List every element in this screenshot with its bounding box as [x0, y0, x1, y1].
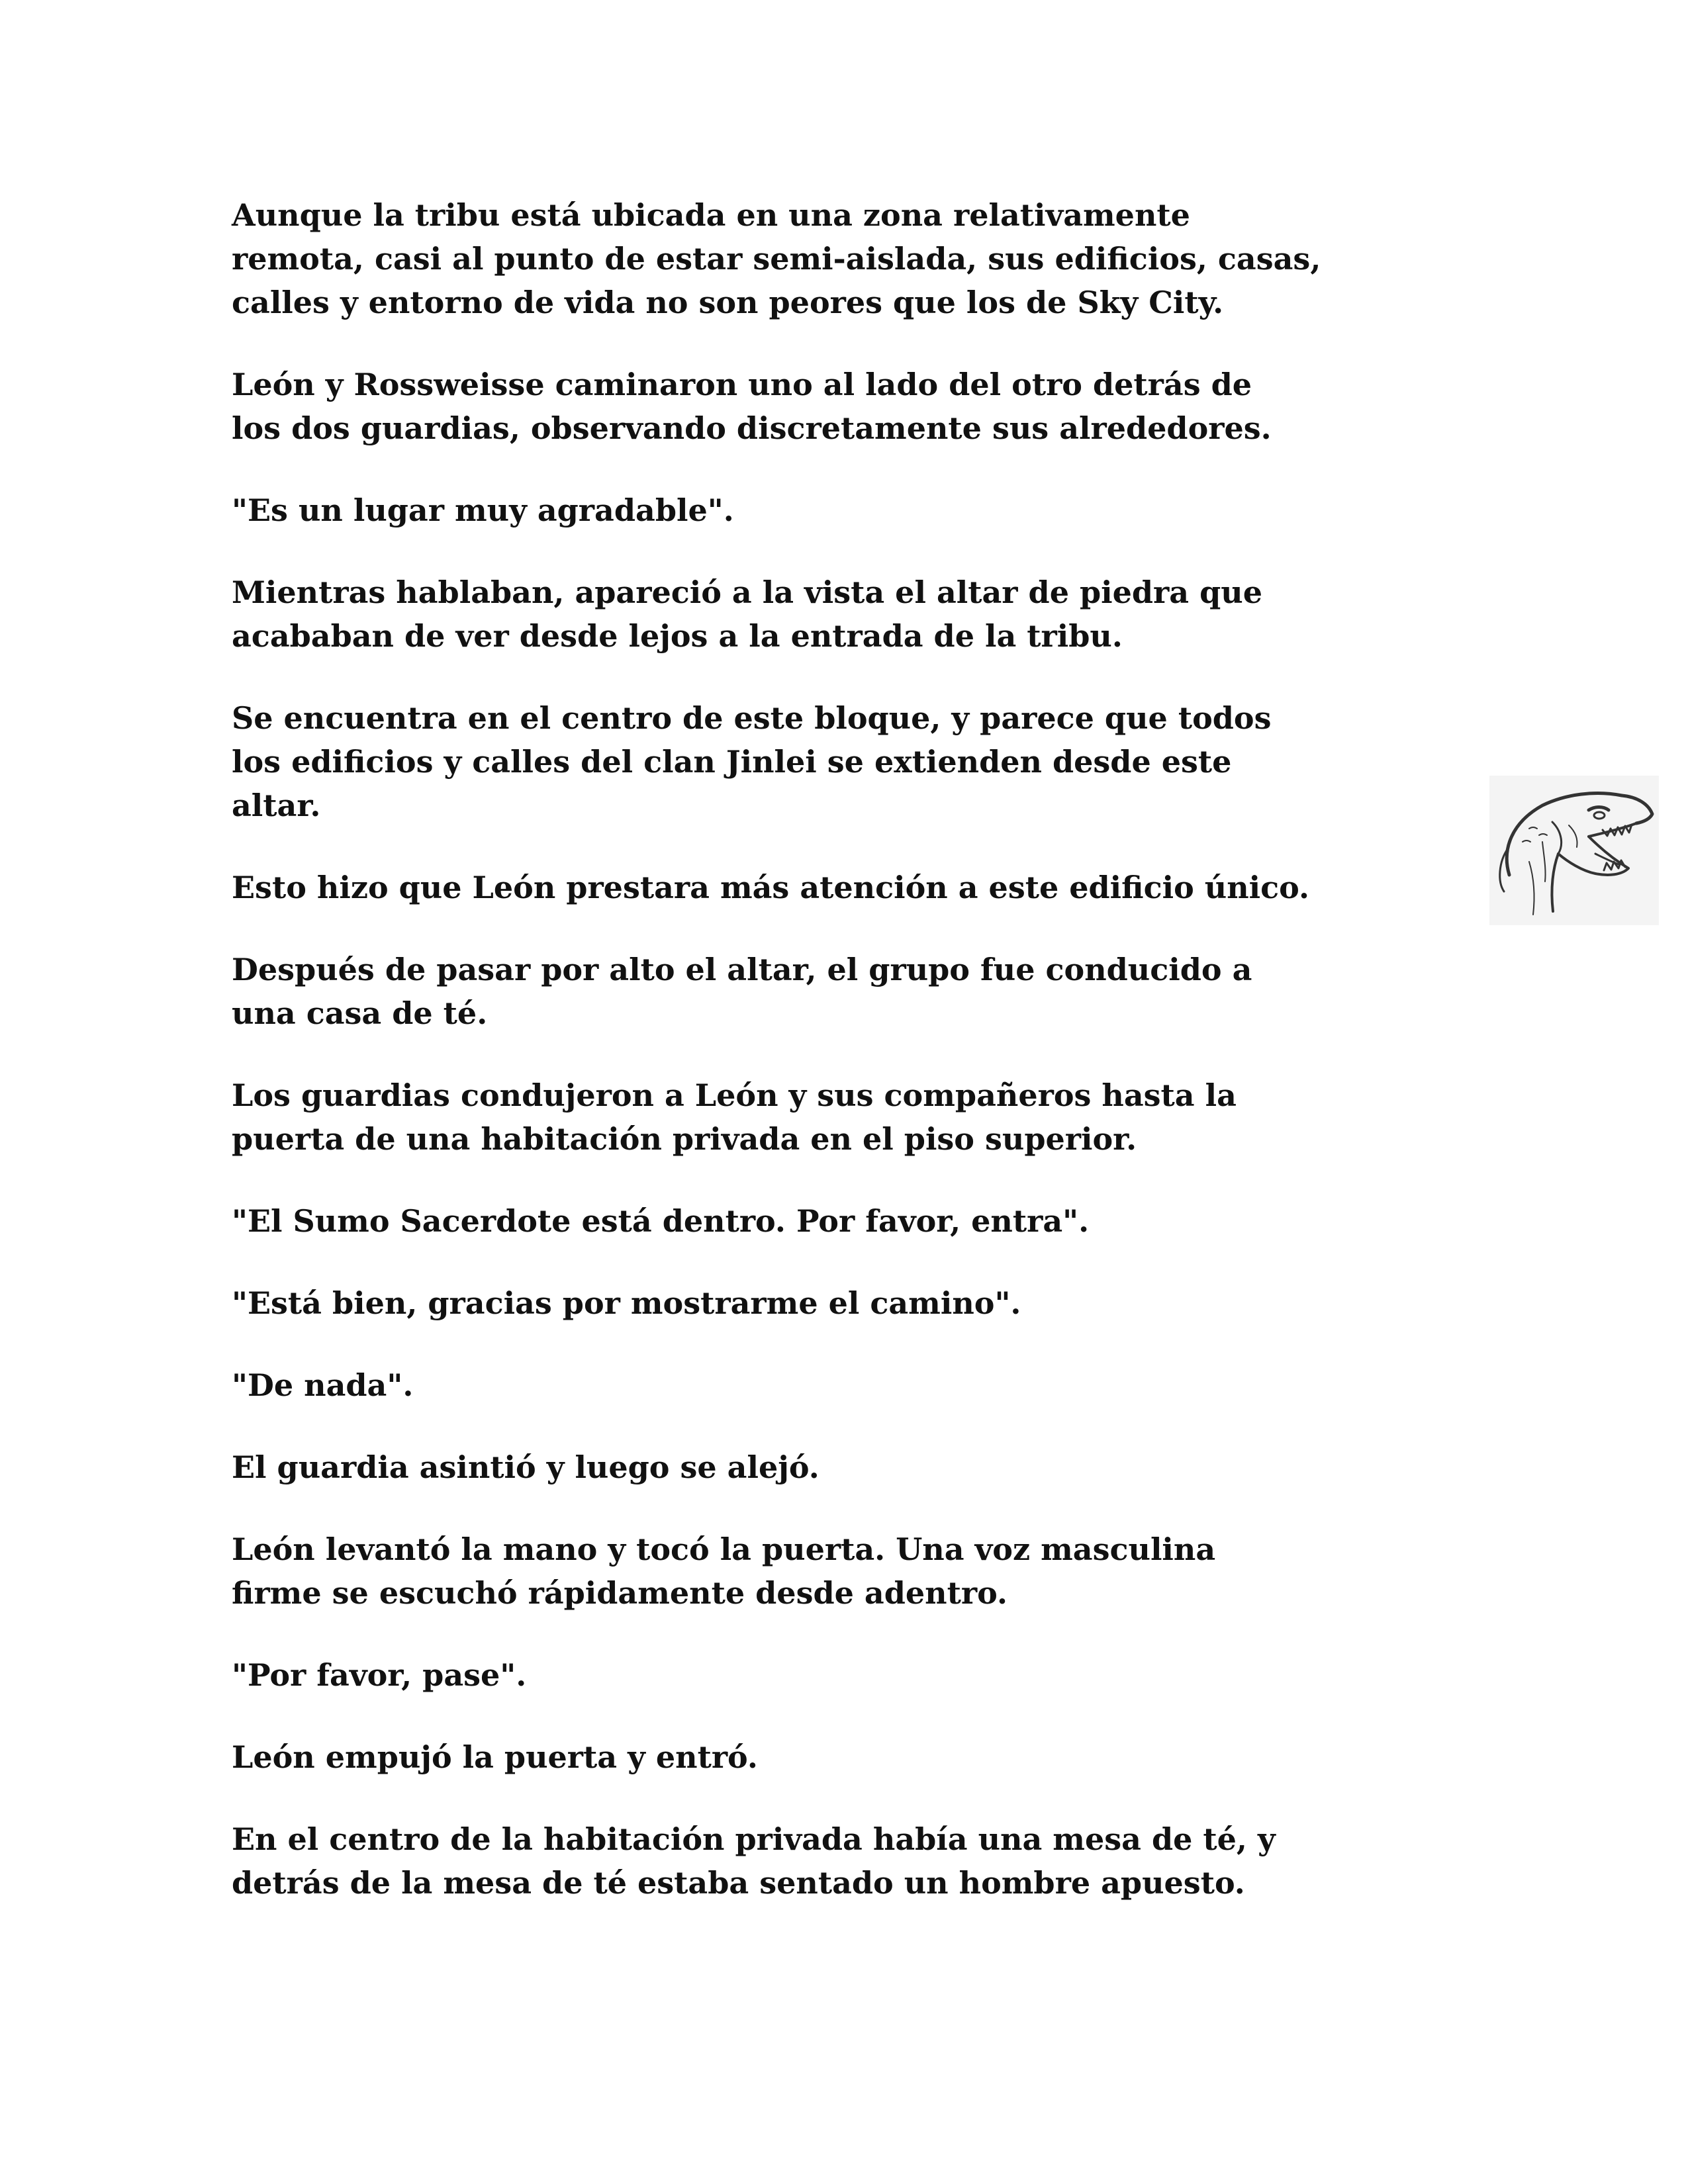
text-line: remota, casi al punto de estar semi-aislada, sus edificios, casas, [232, 241, 1321, 277]
paragraph [232, 1817, 1529, 1905]
text-line: detrás de la mesa de té estaba sentado un hombre apuesto. [232, 1865, 1245, 1901]
text-line: calles y entorno de vida no son peores que los de Sky City. [232, 285, 1224, 320]
text-line: Aunque la tribu está ubicada en una zona relativamente [232, 197, 1190, 233]
text-line: León levantó la mano y tocó la puerta. Una voz masculina [232, 1531, 1216, 1567]
text-line: altar. [232, 788, 321, 823]
paragraph [232, 1281, 1529, 1325]
dinosaur-head-icon [1489, 776, 1659, 925]
text-line: una casa de té. [232, 995, 488, 1031]
paragraph [232, 696, 1529, 827]
paragraph [232, 1073, 1529, 1161]
paragraph [232, 1363, 1529, 1407]
text-line: Después de pasar por alto el altar, el grupo fue conducido a [232, 952, 1252, 987]
paragraph [232, 866, 1529, 909]
paragraph [232, 193, 1529, 324]
text-line: "Está bien, gracias por mostrarme el camino". [232, 1285, 1021, 1321]
text-line: "Por favor, pase". [232, 1657, 527, 1693]
story-text [232, 193, 1529, 1943]
text-line: León y Rossweisse caminaron uno al lado del otro detrás de [232, 367, 1252, 402]
text-line: "De nada". [232, 1367, 414, 1403]
paragraph [232, 1199, 1529, 1243]
text-line: El guardia asintió y luego se alejó. [232, 1449, 820, 1485]
text-line: los dos guardias, observando discretamente sus alrededores. [232, 410, 1272, 446]
text-line: Esto hizo que León prestara más atención a este edificio único. [232, 870, 1310, 905]
text-line: En el centro de la habitación privada había una mesa de té, y [232, 1821, 1276, 1857]
paragraph [232, 1527, 1529, 1615]
text-line: Los guardias condujeron a León y sus compañeros hasta la [232, 1077, 1237, 1113]
text-line: los edificios y calles del clan Jinlei se extienden desde este [232, 744, 1232, 780]
text-line: León empujó la puerta y entró. [232, 1739, 758, 1775]
text-line: "Es un lugar muy agradable". [232, 492, 734, 528]
text-line: acababan de ver desde lejos a la entrada de la tribu. [232, 618, 1123, 654]
text-line: puerta de una habitación privada en el piso superior. [232, 1121, 1137, 1157]
paragraph [232, 1445, 1529, 1489]
text-line: "El Sumo Sacerdote está dentro. Por favor, entra". [232, 1203, 1090, 1239]
text-line: Mientras hablaban, apareció a la vista el altar de piedra que [232, 574, 1262, 610]
text-line: firme se escuchó rápidamente desde adentro. [232, 1575, 1008, 1611]
paragraph [232, 1735, 1529, 1779]
paragraph [232, 488, 1529, 532]
paragraph [232, 948, 1529, 1035]
paragraph [232, 363, 1529, 450]
paragraph [232, 570, 1529, 658]
text-line: Se encuentra en el centro de este bloque, y parece que todos [232, 700, 1272, 736]
paragraph [232, 1653, 1529, 1697]
